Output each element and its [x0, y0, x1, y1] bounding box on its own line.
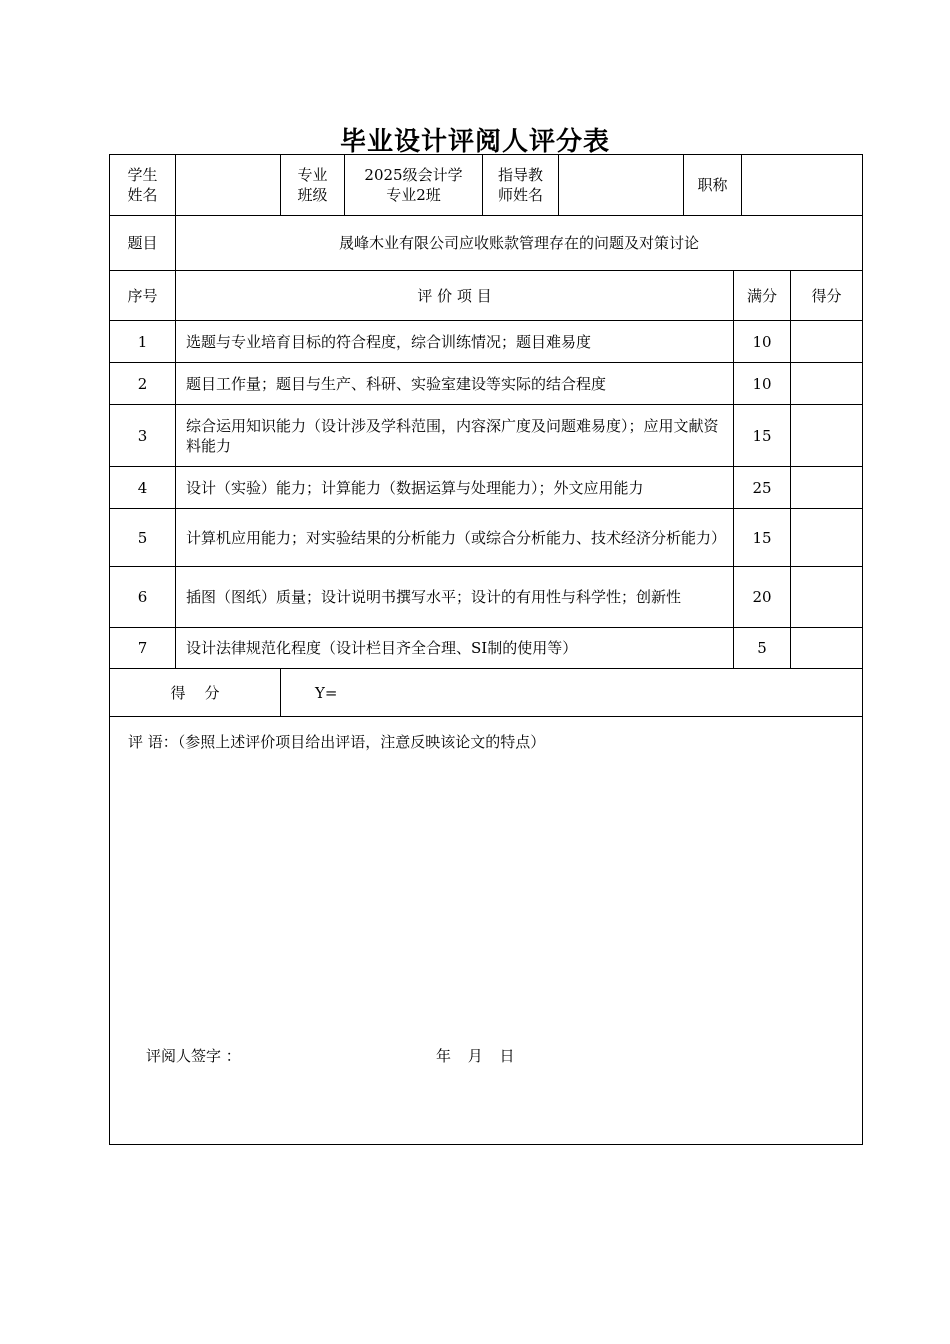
table-header-item: 评 价 项 目: [175, 270, 734, 321]
topic-value: 晟峰木业有限公司应收账款管理存在的问题及对策讨论: [175, 215, 863, 271]
comments-box[interactable]: [109, 716, 863, 1145]
page-title: 毕业设计评阅人评分表: [339, 127, 610, 157]
table-header-score: 得分: [790, 270, 863, 321]
student-name-label: 学生 姓名: [109, 154, 176, 216]
student-name-field[interactable]: [175, 154, 281, 216]
row-full-score: 20: [733, 566, 791, 628]
row-score-field[interactable]: [790, 320, 863, 363]
job-title-label: 职称: [683, 154, 742, 216]
major-class-value: 2025级会计学 专业2班: [344, 154, 483, 216]
table-header-index: 序号: [109, 270, 176, 321]
row-index: 7: [109, 627, 176, 669]
row-index: 2: [109, 362, 176, 405]
date-label: 年 月 日: [436, 1047, 515, 1065]
row-full-score: 10: [733, 362, 791, 405]
row-full-score: 15: [733, 508, 791, 567]
row-score-field[interactable]: [790, 466, 863, 509]
row-item: 综合运用知识能力（设计涉及学科范围，内容深广度及问题难易度）；应用文献资料能力: [175, 404, 734, 467]
row-score-field[interactable]: [790, 404, 863, 467]
row-item: 题目工作量；题目与生产、科研、实验室建设等实际的结合程度: [175, 362, 734, 405]
row-index: 1: [109, 320, 176, 363]
row-score-field[interactable]: [790, 566, 863, 628]
row-score-field[interactable]: [790, 508, 863, 567]
row-index: 4: [109, 466, 176, 509]
total-label: 得 分: [109, 668, 281, 717]
row-index: 6: [109, 566, 176, 628]
row-item: 设计法律规范化程度（设计栏目齐全合理、SI制的使用等）: [175, 627, 734, 669]
row-full-score: 10: [733, 320, 791, 363]
row-full-score: 15: [733, 404, 791, 467]
row-item: 计算机应用能力；对实验结果的分析能力（或综合分析能力、技术经济分析能力）: [175, 508, 734, 567]
comments-label: 评 语：（参照上述评价项目给出评语，注意反映该论文的特点）: [128, 733, 546, 751]
row-full-score: 25: [733, 466, 791, 509]
row-index: 3: [109, 404, 176, 467]
row-full-score: 5: [733, 627, 791, 669]
row-item: 选题与专业培育目标的符合程度，综合训练情况；题目难易度: [175, 320, 734, 363]
row-item: 设计（实验）能力；计算能力（数据运算与处理能力）；外文应用能力: [175, 466, 734, 509]
table-header-full-score: 满分: [733, 270, 791, 321]
topic-label: 题目: [109, 215, 176, 271]
row-index: 5: [109, 508, 176, 567]
advisor-name-label: 指导教 师姓名: [482, 154, 559, 216]
row-score-field[interactable]: [790, 362, 863, 405]
advisor-name-field[interactable]: [558, 154, 684, 216]
major-class-label: 专业 班级: [280, 154, 345, 216]
row-score-field[interactable]: [790, 627, 863, 669]
job-title-field[interactable]: [741, 154, 863, 216]
signature-label: 评阅人签字 ：: [146, 1047, 241, 1065]
total-score-field[interactable]: Y=: [280, 668, 863, 717]
row-item: 插图（图纸）质量；设计说明书撰写水平；设计的有用性与科学性；创新性: [175, 566, 734, 628]
